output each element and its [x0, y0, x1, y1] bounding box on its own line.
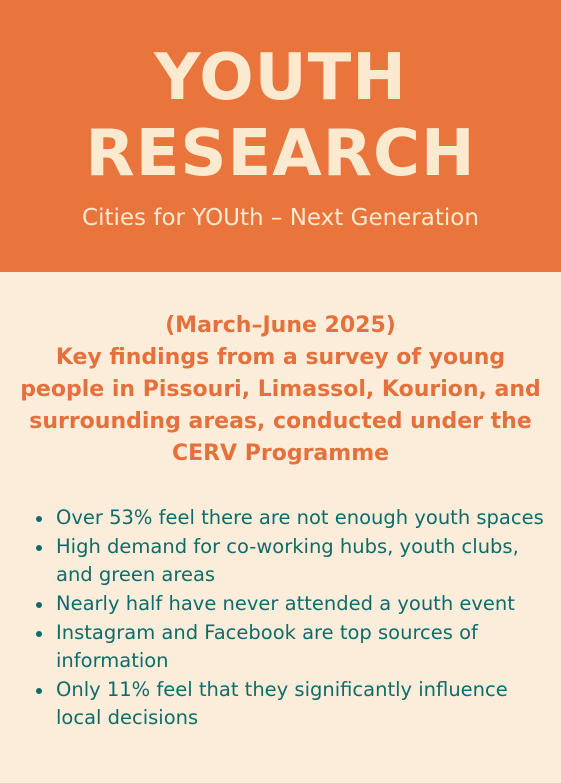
finding-item: Only 11% feel that they significantly influence local decisions [30, 676, 550, 732]
intro-block [20, 310, 541, 470]
finding-item: Nearly half have never attended a youth event [30, 590, 550, 618]
title-line-2: RESEARCH [85, 117, 476, 191]
findings-list [30, 504, 550, 733]
header-banner [0, 0, 561, 272]
title-line-1: YOUTH [154, 41, 407, 115]
finding-item: Over 53% feel there are not enough youth spaces [30, 504, 550, 532]
finding-item: Instagram and Facebook are top sources of information [30, 619, 550, 675]
survey-description: Key findings from a survey of young people in Pissouri, Limassol, Kourion, and surrounding areas, conducted under the CERV Programme [20, 345, 541, 466]
survey-date: (March–June 2025) [165, 313, 396, 338]
finding-item: High demand for co-working hubs, youth clubs, and green areas [30, 533, 550, 589]
subtitle: Cities for YOUth – Next Generation [82, 205, 479, 231]
